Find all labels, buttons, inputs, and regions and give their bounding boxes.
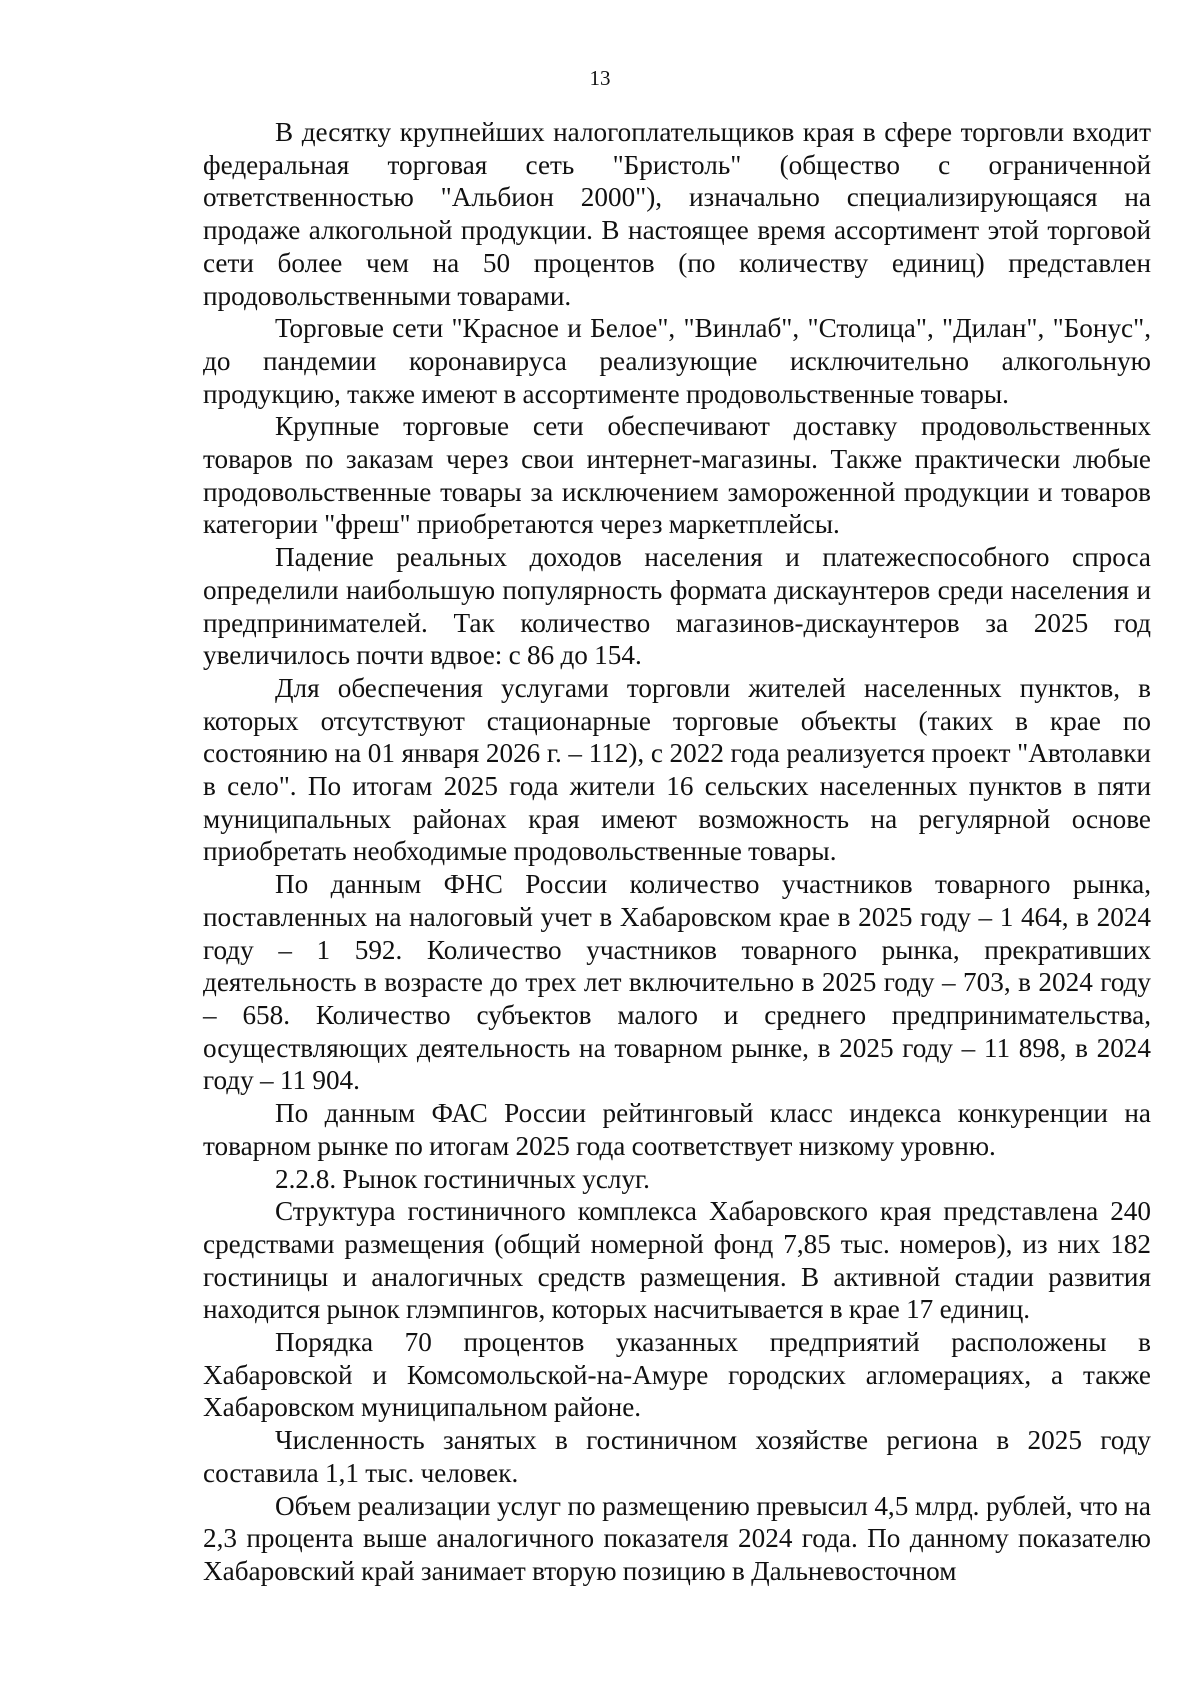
paragraph-hotel-structure: Структура гостиничного комплекса Хабаровского края представлена 240 средствами размещения (общий номерной фонд 7,85 тыс. номеров), из них 182 гостиницы и аналогичных средств размещения. В активной стадии развития находится рынок глэмпингов, которых насчитывается в крае 17 единиц. <box>203 1196 1151 1325</box>
paragraph-retail-chains: Торговые сети "Красное и Белое", "Винлаб", "Столица", "Дилан", "Бонус", до пандемии коронавируса реализующие исключительно алкогольную продукцию, также имеют в ассортименте продовольственные товары. <box>203 313 1151 409</box>
paragraph-hotel-employment: Численность занятых в гостиничном хозяйстве региона в 2025 году составила 1,1 тыс. человек. <box>203 1425 1151 1488</box>
paragraph-fns-statistics: По данным ФНС России количество участников товарного рынка, поставленных на налоговый учет в Хабаровском крае в 2025 году – 1 464, в 2024 году – 1 592. Количество участников товарного рынка, прекративших деятельность в возрасте до трех лет включительно в 2025 году – 703, в 2024 году – 658. Количество субъектов малого и среднего предпринимательства, осуществляющих деятельность на товарном рынке, в 2025 году – 11 898, в 2024 году – 11 904. <box>203 869 1151 1096</box>
section-heading-hotel-market: 2.2.8. Рынок гостиничных услуг. <box>275 1163 650 1194</box>
paragraph-discounters: Падение реальных доходов населения и платежеспособного спроса определили наибольшую популярность формата дискаунтеров среди населения и предпринимателей. Так количество магазинов-дискаунтеров за 2025 год увеличилось почти вдвое: с 86 до 154. <box>203 542 1151 671</box>
paragraph-hotel-location: Порядка 70 процентов указанных предприятий расположены в Хабаровской и Комсомольской-на-Амуре городских агломерациях, а также Хабаровском муниципальном районе. <box>203 1327 1151 1423</box>
paragraph-largest-taxpayers: В десятку крупнейших налогоплательщиков края в сфере торговли входит федеральная торговая сеть "Бристоль" (общество с ограниченной ответственностью "Альбион 2000"), изначально специализирующаяся на продаже алкогольной продукции. В настоящее время ассортимент этой торговой сети более чем на 50 процентов (по количеству единиц) представлен продовольственными товарами. <box>203 117 1151 311</box>
paragraph-hotel-revenue: Объем реализации услуг по размещению превысил 4,5 млрд. рублей, что на 2,3 процента выше аналогичного показателя 2024 года. По данному показателю Хабаровский край занимает вторую позицию в Дальневосточном <box>203 1490 1151 1586</box>
page-number: 13 <box>589 66 611 90</box>
paragraph-online-delivery: Крупные торговые сети обеспечивают доставку продовольственных товаров по заказам через свои интернет-магазины. Также практически любые продовольственные товары за исключением замороженной продукции и товаров категории "фреш" приобретаются через маркетплейсы. <box>203 411 1151 540</box>
paragraph-fas-rating: По данным ФАС России рейтинговый класс индекса конкуренции на товарном рынке по итогам 2025 года соответствует низкому уровню. <box>203 1098 1151 1161</box>
paragraph-mobile-shops: Для обеспечения услугами торговли жителей населенных пунктов, в которых отсутствуют стационарные торговые объекты (таких в крае по состоянию на 01 января 2026 г. – 112), с 2022 года реализуется проект "Автолавки в село". По итогам 2025 года жители 16 сельских населенных пунктов в пяти муниципальных районах края имеют возможность на регулярной основе приобретать необходимые продовольственные товары. <box>203 672 1151 867</box>
document-body <box>203 116 1151 1588</box>
